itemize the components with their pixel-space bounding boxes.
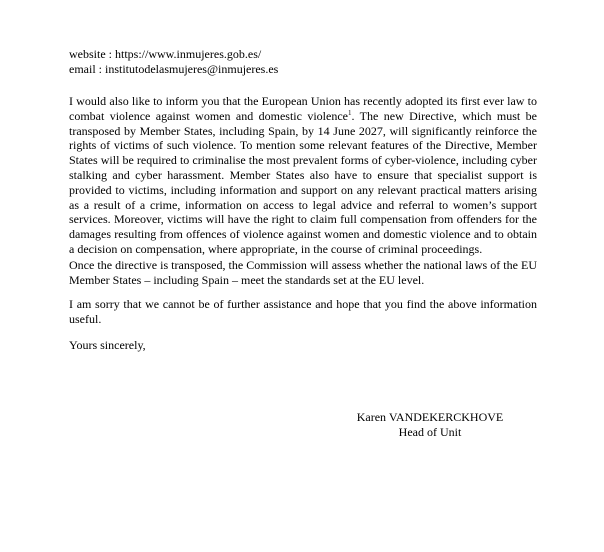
paragraph-commission-assessment: Once the directive is transposed, the Commission will assess whether the national laws of the EU Member States – including Spain – meet the standards set at the EU level. xyxy=(69,258,537,287)
signatory-name: Karen VANDEKERCKHOVE xyxy=(356,410,504,424)
paragraph-eu-directive xyxy=(69,94,537,257)
paragraph-apology: I am sorry that we cannot be of further assistance and hope that you find the above information useful. xyxy=(69,297,537,326)
closing-salutation: Yours sincerely, xyxy=(69,338,146,352)
website-line: website : https://www.inmujeres.gob.es/ xyxy=(69,47,262,61)
contact-block xyxy=(69,47,278,77)
paragraph-eu-directive-text-end: . The new Directive, which must be transposed by Member States, including Spain, by 14 June 2027, will significantly reinforce the rights of victims of such violence. To mention some relevant features of the Directive, Member States will be required to criminalise the most prevalent forms of cyber-violence, including cyber stalking and cyber harassment. Member States also have to ensure that specialist support is provided to victims, including information and support on any relevant practical matters arising as a result of a crime, information on access to legal advice and referral to women’s support services. Moreover, victims will have the right to claim full compensation from offenders for the damages resulting from offences of violence against women and domestic violence and to obtain a decision on compensation, where appropriate, in the course of criminal proceedings. xyxy=(69,108,537,256)
footnote-marker: 1 xyxy=(348,108,352,117)
signatory-title: Head of Unit xyxy=(398,424,462,439)
email-line: email : institutodelasmujeres@inmujeres.es xyxy=(69,62,279,76)
signature-block xyxy=(340,410,520,439)
paragraph-eu-directive-text-start: I would also like to inform you that the European Union has recently adopted its first ever law to combat violence against women and domestic violence xyxy=(69,94,537,123)
